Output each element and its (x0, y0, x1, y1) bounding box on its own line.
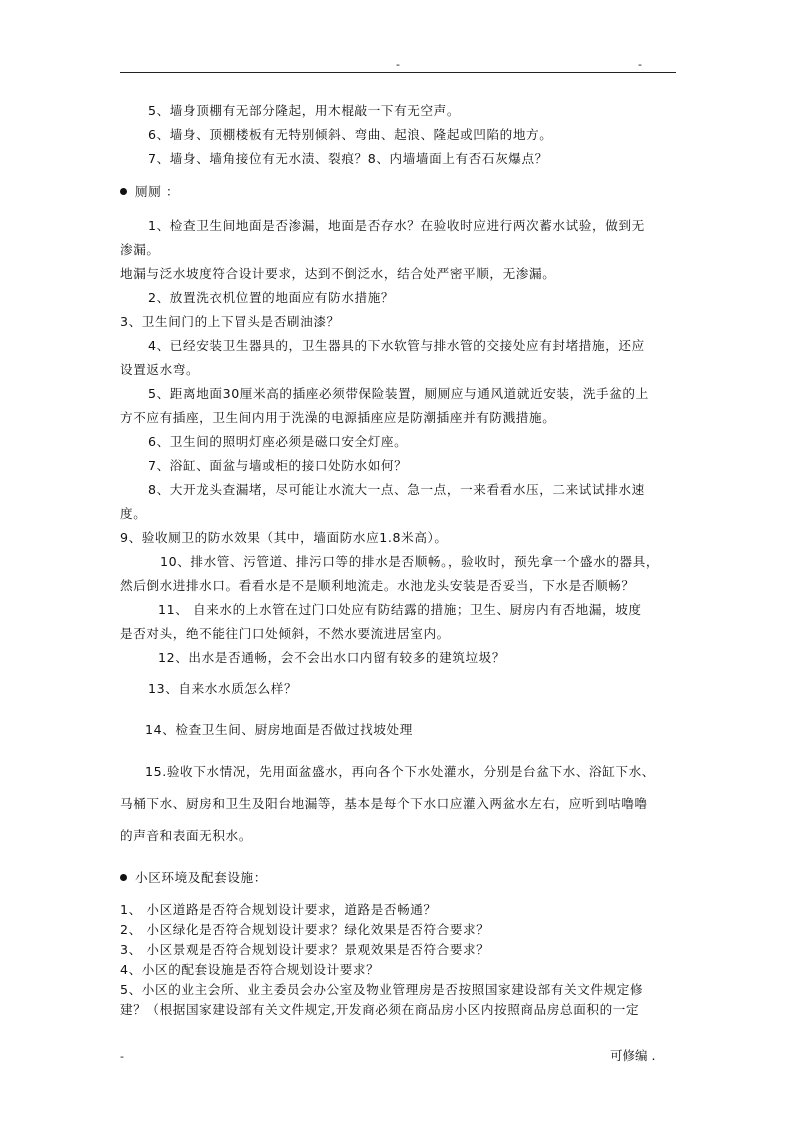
text-line: 13、自来水水质怎么样？ (148, 681, 298, 696)
text-line: 4、已经安装卫生器具的，卫生器具的下水软管与排水管的交接处应有封堵措施，还应 (148, 338, 645, 353)
text-line: 11、 自来水的上水管在过门口处应有防结露的措施；卫生、厨房内有否地漏，坡度 (158, 602, 642, 617)
bullet-icon (120, 188, 127, 195)
section-heading-text: 小区环境及配套设施： (135, 870, 267, 885)
text-line: 7、浴缸、面盆与墙或柜的接口处防水如何？ (148, 458, 408, 473)
text-line: 马桶下水、厨房和卫生及阳台地漏等，基本是每个下水口应灌入两盆水左右，应听到咕噜噜 (120, 796, 648, 811)
header-mark-left: - (396, 58, 400, 71)
text-line: 5、小区的业主会所、业主委员会办公室及物业管理房是否按照国家建设部有关文件规定修 (120, 982, 644, 997)
text-line: 然后倒水进排水口。看看水是不是顺利地流走。水池龙头安装是否妥当，下水是否顺畅？ (120, 578, 635, 593)
text-line: 6、墙身、顶棚楼板有无特别倾斜、弯曲、起浪、隆起或凹陷的地方。 (148, 127, 553, 142)
text-line: 14、检查卫生间、厨房地面是否做过找坡处理 (145, 722, 413, 737)
text-line: 1、检查卫生间地面是否渗漏，地面是否存水？在验收时应进行两次蓄水试验，做到无 (148, 218, 645, 233)
text-line: 的声音和表面无积水。 (120, 828, 252, 843)
text-line: 建？（根据国家建设部有关文件规定,开发商必须在商品房小区内按照商品房总面积的一定 (120, 1002, 640, 1017)
text-line: 2、放置洗衣机位置的地面应有防水措施？ (148, 290, 395, 305)
text-line: 7、墙身、墙角接位有无水渍、裂痕？8、内墙墙面上有否石灰爆点？ (148, 151, 548, 166)
text-line: 3、 小区景观是否符合规划设计要求？景观效果是否符合要求？ (120, 942, 490, 957)
text-line: 2、 小区绿化是否符合规划设计要求？绿化效果是否符合要求？ (120, 922, 490, 937)
text-line: 5、墙身顶棚有无部分隆起，用木棍敲一下有无空声。 (148, 103, 461, 118)
text-line: 6、卫生间的照明灯座必须是磁口安全灯座。 (148, 434, 408, 449)
header-rule (120, 72, 676, 73)
text-line: 9、验收厕卫的防水效果（其中，墙面防水应1.8米高）。 (120, 530, 448, 545)
text-line: 4、小区的配套设施是否符合规划设计要求？ (120, 962, 380, 977)
text-line: 度。 (120, 506, 147, 521)
text-line: 5、距离地面30厘米高的插座必须带保险装置，厕厕应与通风道就近安装，洗手盆的上 (148, 386, 649, 401)
text-line: 渗漏。 (120, 242, 160, 257)
footer-mark: - (120, 1050, 124, 1063)
text-line: 是否对头，绝不能往门口处倾斜，不然水要流进居室内。 (120, 626, 450, 641)
text-line: 3、卫生间门的上下冒头是否刷油漆？ (120, 314, 340, 329)
page-header (0, 58, 794, 72)
text-line: 15.验收下水情况，先用面盆盛水，再向各个下水处灌水，分别是台盆下水、浴缸下水、 (145, 764, 655, 779)
text-line: 设置返水弯。 (120, 362, 200, 377)
bullet-icon (120, 874, 127, 881)
section-heading-bathroom (120, 184, 179, 200)
text-line: 地漏与泛水坡度符合设计要求，达到不倒泛水，结合处严密平顺，无渗漏。 (120, 266, 556, 281)
footer-note: 可修编 . (610, 1048, 656, 1063)
section-heading-text: 厕厕 ： (135, 184, 180, 199)
text-line: 1、 小区道路是否符合规划设计要求，道路是否畅通？ (120, 902, 437, 917)
text-line: 8、大开龙头查漏堵，尽可能让水流大一点、急一点，一来看看水压，二来试试排水速 (148, 482, 645, 497)
header-mark-right: - (638, 58, 642, 71)
text-line: 10、排水管、污管道、排污口等的排水是否顺畅。，验收时，预先拿一个盛水的器具， (160, 554, 660, 569)
text-line: 12、出水是否通畅，会不会出水口内留有较多的建筑垃圾？ (158, 650, 506, 665)
text-line: 方不应有插座，卫生间内用于洗澡的电源插座应是防潮插座并有防溅措施。 (120, 410, 556, 425)
section-heading-community (120, 870, 267, 886)
